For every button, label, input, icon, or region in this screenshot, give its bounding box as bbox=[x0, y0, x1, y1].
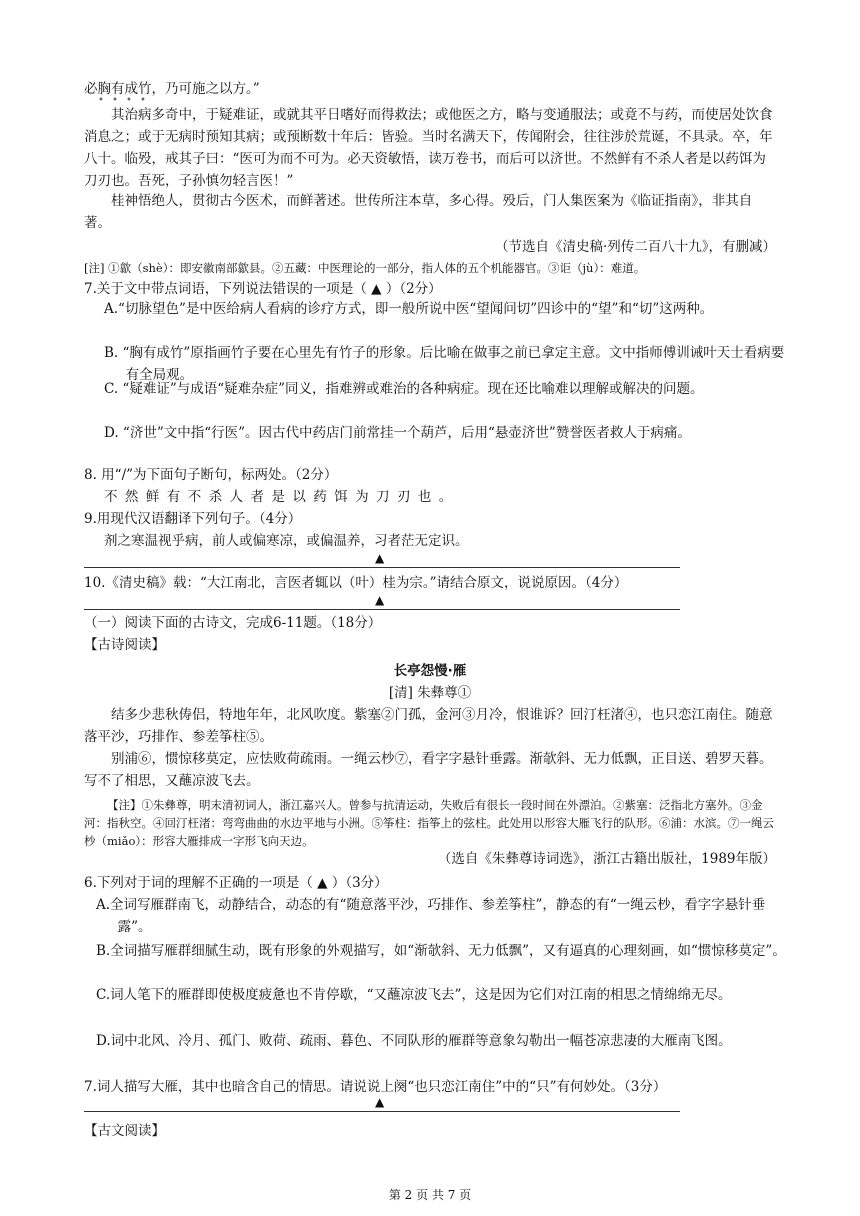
poem-stanza: 别浦⑥，惯惊移莫定，应怯败荷疏雨。一绳云杪⑦，看字字悬针垂露。渐欹斜、无力低飘，正目送、碧罗天暮。写不了相思，又蘸凉波飞去。 bbox=[84, 751, 773, 789]
emphasis-dot: • bbox=[98, 95, 104, 106]
translation-sentence: 剂之寒温视乎病，前人或偏寒凉，或偏温养，习者茫无定识。 bbox=[104, 533, 469, 549]
question-stem: 9.用现代汉语翻译下列句子。（4分） bbox=[84, 511, 302, 527]
emphasis-dot: • bbox=[112, 95, 118, 106]
emphasis-dot: • bbox=[140, 95, 146, 106]
source-citation: （选自《朱彝尊诗词选》，浙江古籍出版社，1989年版） bbox=[437, 851, 776, 867]
poem-title: 长亭怨慢·雁 bbox=[393, 663, 467, 679]
source-citation: （节选自《清史稿·列传二百八十九》，有删减） bbox=[494, 239, 776, 255]
poem-notes: 【注】①朱彝尊，明末清初词人，浙江嘉兴人。曾参与抗清运动，失败后有很长一段时间在外漂泊。②紫塞：泛指北方塞外。③金河：指秋空。④回汀枉渚：弯弯曲曲的水边平地与小洲。⑤筝柱：指筝上的弦柱。此处用以形容大雁飞行的队形。⑥浦：水滨。⑦一绳云杪（miǎo）：形容大雁排成一字形飞向天边。 bbox=[84, 798, 774, 848]
option-d: D. “济世”文中指“行医”。因古代中药店门前常挂一个葫芦，后用“悬壶济世”赞誉医者救人于病痛。 bbox=[104, 425, 691, 441]
answer-mark: ▲ bbox=[375, 593, 385, 607]
question-stem: 7.词人描写大雁，其中也暗含自己的情思。请说说上阕“也只恋江南住”中的“只”有何妙处。（3分） bbox=[84, 1079, 667, 1095]
section-tag: 【古文阅读】 bbox=[84, 1123, 165, 1139]
answer-line[interactable] bbox=[84, 551, 680, 568]
question-stem: 10.《清史稿》载：“大江南北，言医者辄以（叶）桂为宗。”请结合原文，说说原因。（4分） bbox=[84, 575, 628, 591]
option-a: A.全词写雁群南飞，动静结合，动态的有“随意落平沙，巧排作、参差筝柱”，静态的有“一绳云杪，看字字悬针垂露”。 bbox=[96, 897, 766, 935]
passage-paragraph: 其治病多奇中，于疑难证，或就其平日嗜好而得救法；或他医之方，略与变通服法；或竟不与药，而使居处饮食消息之；或于无病时预知其病；或预断数十年后：皆验。当时名满天下，传闻附会，往往涉於荒诞，不具录。卒，年八十。临殁，戒其子曰：“医可为而不可为。必天资敏悟，读万卷书，而后可以济世。不然鲜有不杀人者是以药饵为刀刃也。吾死，子孙慎勿轻言医！” bbox=[84, 107, 773, 189]
option-b: B. “胸有成竹”原指画竹子要在心里先有竹子的形象。后比喻在做事之前已拿定主意。文中指师傅训诫叶天士看病要有全局观。 bbox=[104, 345, 785, 383]
poem-author: [清] 朱彝尊① bbox=[388, 685, 472, 701]
punctuation-sentence: 不然鲜有不杀人者是以药饵为刀刃也。 bbox=[104, 489, 460, 505]
answer-line[interactable] bbox=[84, 1095, 680, 1112]
page-footer: 第 2 页 共 7 页 bbox=[388, 1188, 472, 1202]
emphasis-dot: • bbox=[126, 95, 132, 106]
option-c: C.词人笔下的雁群即使极度疲惫也不肯停歇，“又蘸凉波飞去”，这是因为它们对江南的相思之情绵绵无尽。 bbox=[96, 987, 732, 1003]
question-stem: 7.关于文中带点词语，下列说法错误的一项是（ ▲ ）（2分） bbox=[84, 281, 442, 297]
answer-mark: ▲ bbox=[375, 551, 385, 565]
passage-line: 必胸有成竹，乃可施之以方。” bbox=[84, 81, 260, 97]
passage-paragraph: 桂神悟绝人，贯彻古今医术，而鲜著述。世传所注本草，多心得。殁后，门人集医案为《临证指南》，非其自著。 bbox=[84, 193, 753, 231]
option-d: D.词中北风、冷月、孤门、败荷、疏雨、暮色、不同队形的雁群等意象勾勒出一幅苍凉悲凄的大雁南飞图。 bbox=[96, 1033, 732, 1049]
question-stem: 8. 用“/”为下面句子断句，标两处。（2分） bbox=[84, 467, 338, 483]
option-a: A.“切脉望色”是中医给病人看病的诊疗方式，即一般所说中医“望闻问切”四诊中的“望”和“切”这两种。 bbox=[104, 301, 714, 317]
section-tag: 【古诗阅读】 bbox=[84, 637, 165, 653]
option-b: B.全词描写雁群细腻生动，既有形象的外观描写，如“渐欹斜、无力低飘”，又有逼真的心理刻画，如“惯惊移莫定”。 bbox=[96, 943, 786, 959]
poem-stanza: 结多少悲秋俦侣，特地年年，北风吹度。紫塞②门孤，金河③月冷，恨谁诉？回汀枉渚④，也只恋江南住。随意落平沙，巧排作、参差筝柱⑤。 bbox=[84, 707, 773, 745]
answer-mark: ▲ bbox=[375, 1095, 385, 1109]
annotation: [注] ①歙（shè）：即安徽南部歙县。②五藏：中医理论的一部分，指人体的五个机能器官。③讵（jù）：难道。 bbox=[84, 261, 646, 275]
answer-line[interactable] bbox=[84, 593, 680, 610]
question-stem: 6.下列对于词的理解不正确的一项是（ ▲ ）（3分） bbox=[84, 875, 388, 891]
option-c: C. “疑难证”与成语“疑难杂症”同义，指难辨或难治的各种病症。现在还比喻难以理解或解决的问题。 bbox=[104, 381, 704, 397]
section-heading: （一）阅读下面的古诗文，完成6-11题。（18分） bbox=[84, 615, 382, 631]
